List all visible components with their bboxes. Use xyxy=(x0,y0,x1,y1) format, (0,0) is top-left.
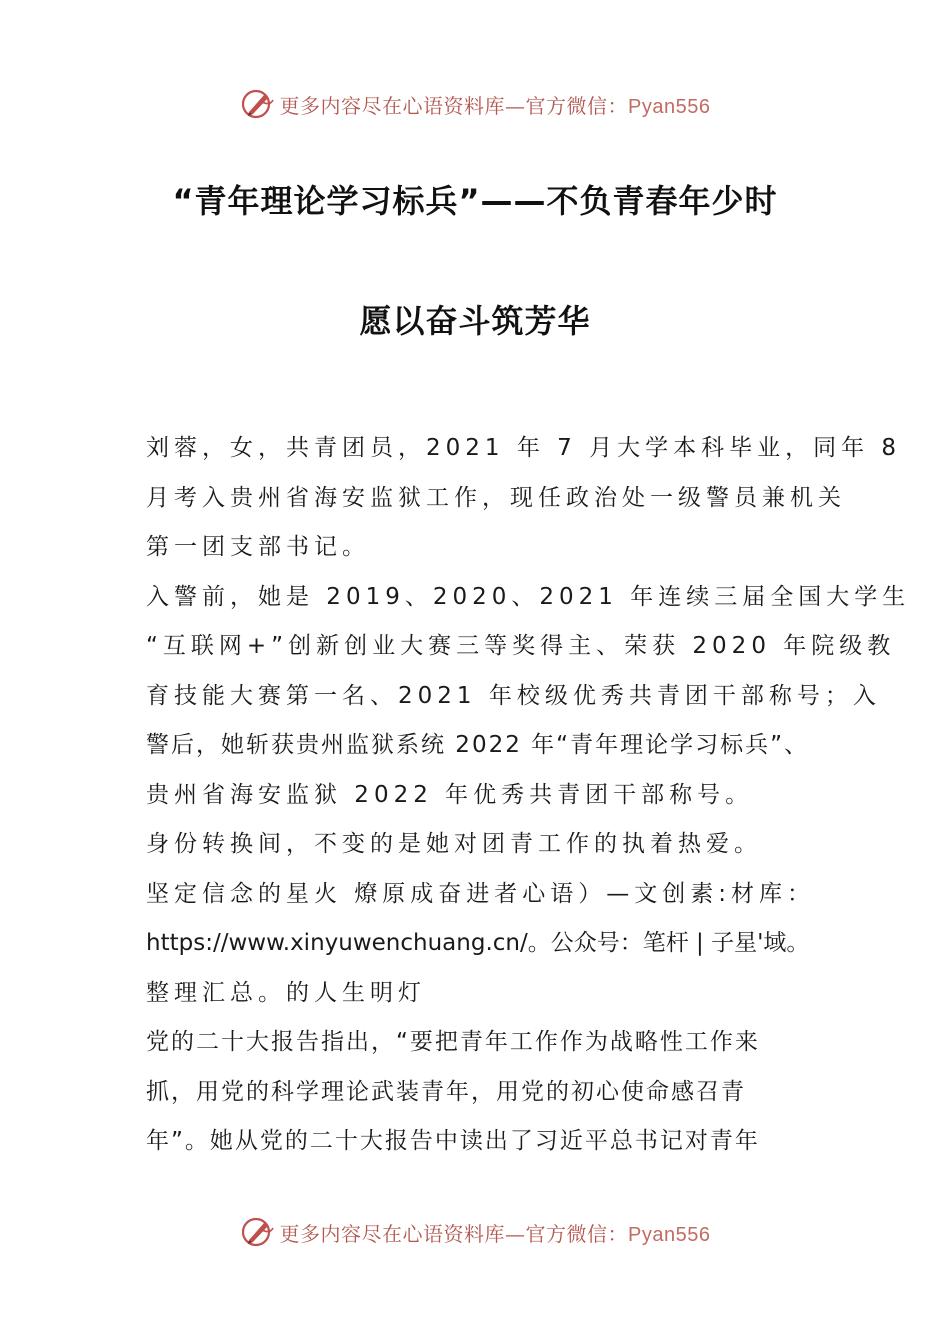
body-line-3: 第一团支部书记。 xyxy=(146,534,370,560)
pen-logo-icon xyxy=(240,86,276,122)
body-line-5: “互联网+”创新创业大赛三等奖得主、荣获 2020 年院级教 xyxy=(146,633,896,659)
body-line-6: 育技能大赛第一名、2021 年校级优秀共青团干部称号；入 xyxy=(146,682,881,709)
body-line-10: 坚定信念的星火 燎原成奋进者心语）—文创素:材库： xyxy=(146,880,816,907)
banner-source-text: 更多内容尽在心语资料库 xyxy=(279,93,506,118)
banner-wechat-id: Pyan556 xyxy=(628,95,711,118)
body-line-13: 党的二十大报告指出，“要把青年工作作为战略性工作来 xyxy=(146,1029,760,1055)
pen-logo-icon xyxy=(240,1214,276,1250)
body-line-11: https://www.xinyuwenchuang.cn/。公众号：笔杆 | 子星'域。 xyxy=(146,930,810,956)
banner-contact-text: 官方微信： xyxy=(525,1221,629,1246)
banner-separator: — xyxy=(505,1221,526,1246)
body-line-15: 年”。她从党的二十大报告中读出了习近平总书记对青年 xyxy=(146,1128,760,1154)
body-line-1: 刘蓉，女，共青团员，2021 年 7 月大学本科毕业，同年 8 xyxy=(146,435,902,461)
body-line-12: 整理汇总。的人生明灯 xyxy=(146,979,426,1006)
document-title-line-1: “青年理论学习标兵”——不负青春年少时 xyxy=(172,182,778,220)
body-line-2: 月考入贵州省海安监狱工作，现任政治处一级警员兼机关 xyxy=(146,484,846,511)
body-line-4: 入警前，她是 2019、2020、2021 年连续三届全国大学生 xyxy=(146,583,911,610)
header-banner xyxy=(0,84,950,124)
banner-text xyxy=(280,1218,711,1247)
body-line-8: 贵州省海安监狱 2022 年优秀共青团干部称号。 xyxy=(146,781,754,808)
document-body xyxy=(146,424,911,1167)
banner-wechat-id: Pyan556 xyxy=(628,1223,711,1246)
document-title-line-2: 愿以奋斗筑芳华 xyxy=(359,302,591,340)
footer-banner xyxy=(0,1212,950,1252)
body-line-7: 警后，她斩获贵州监狱系统 2022 年“青年理论学习标兵”、 xyxy=(146,732,809,758)
banner-source-text: 更多内容尽在心语资料库 xyxy=(279,1221,506,1246)
banner-text xyxy=(280,90,711,119)
body-line-9: 身份转换间，不变的是她对团青工作的执着热爱。 xyxy=(146,831,762,857)
banner-contact-text: 官方微信： xyxy=(525,93,629,118)
banner-separator: — xyxy=(505,93,526,118)
body-line-14: 抓，用党的科学理论武装青年，用党的初心使命感召青 xyxy=(146,1078,746,1105)
